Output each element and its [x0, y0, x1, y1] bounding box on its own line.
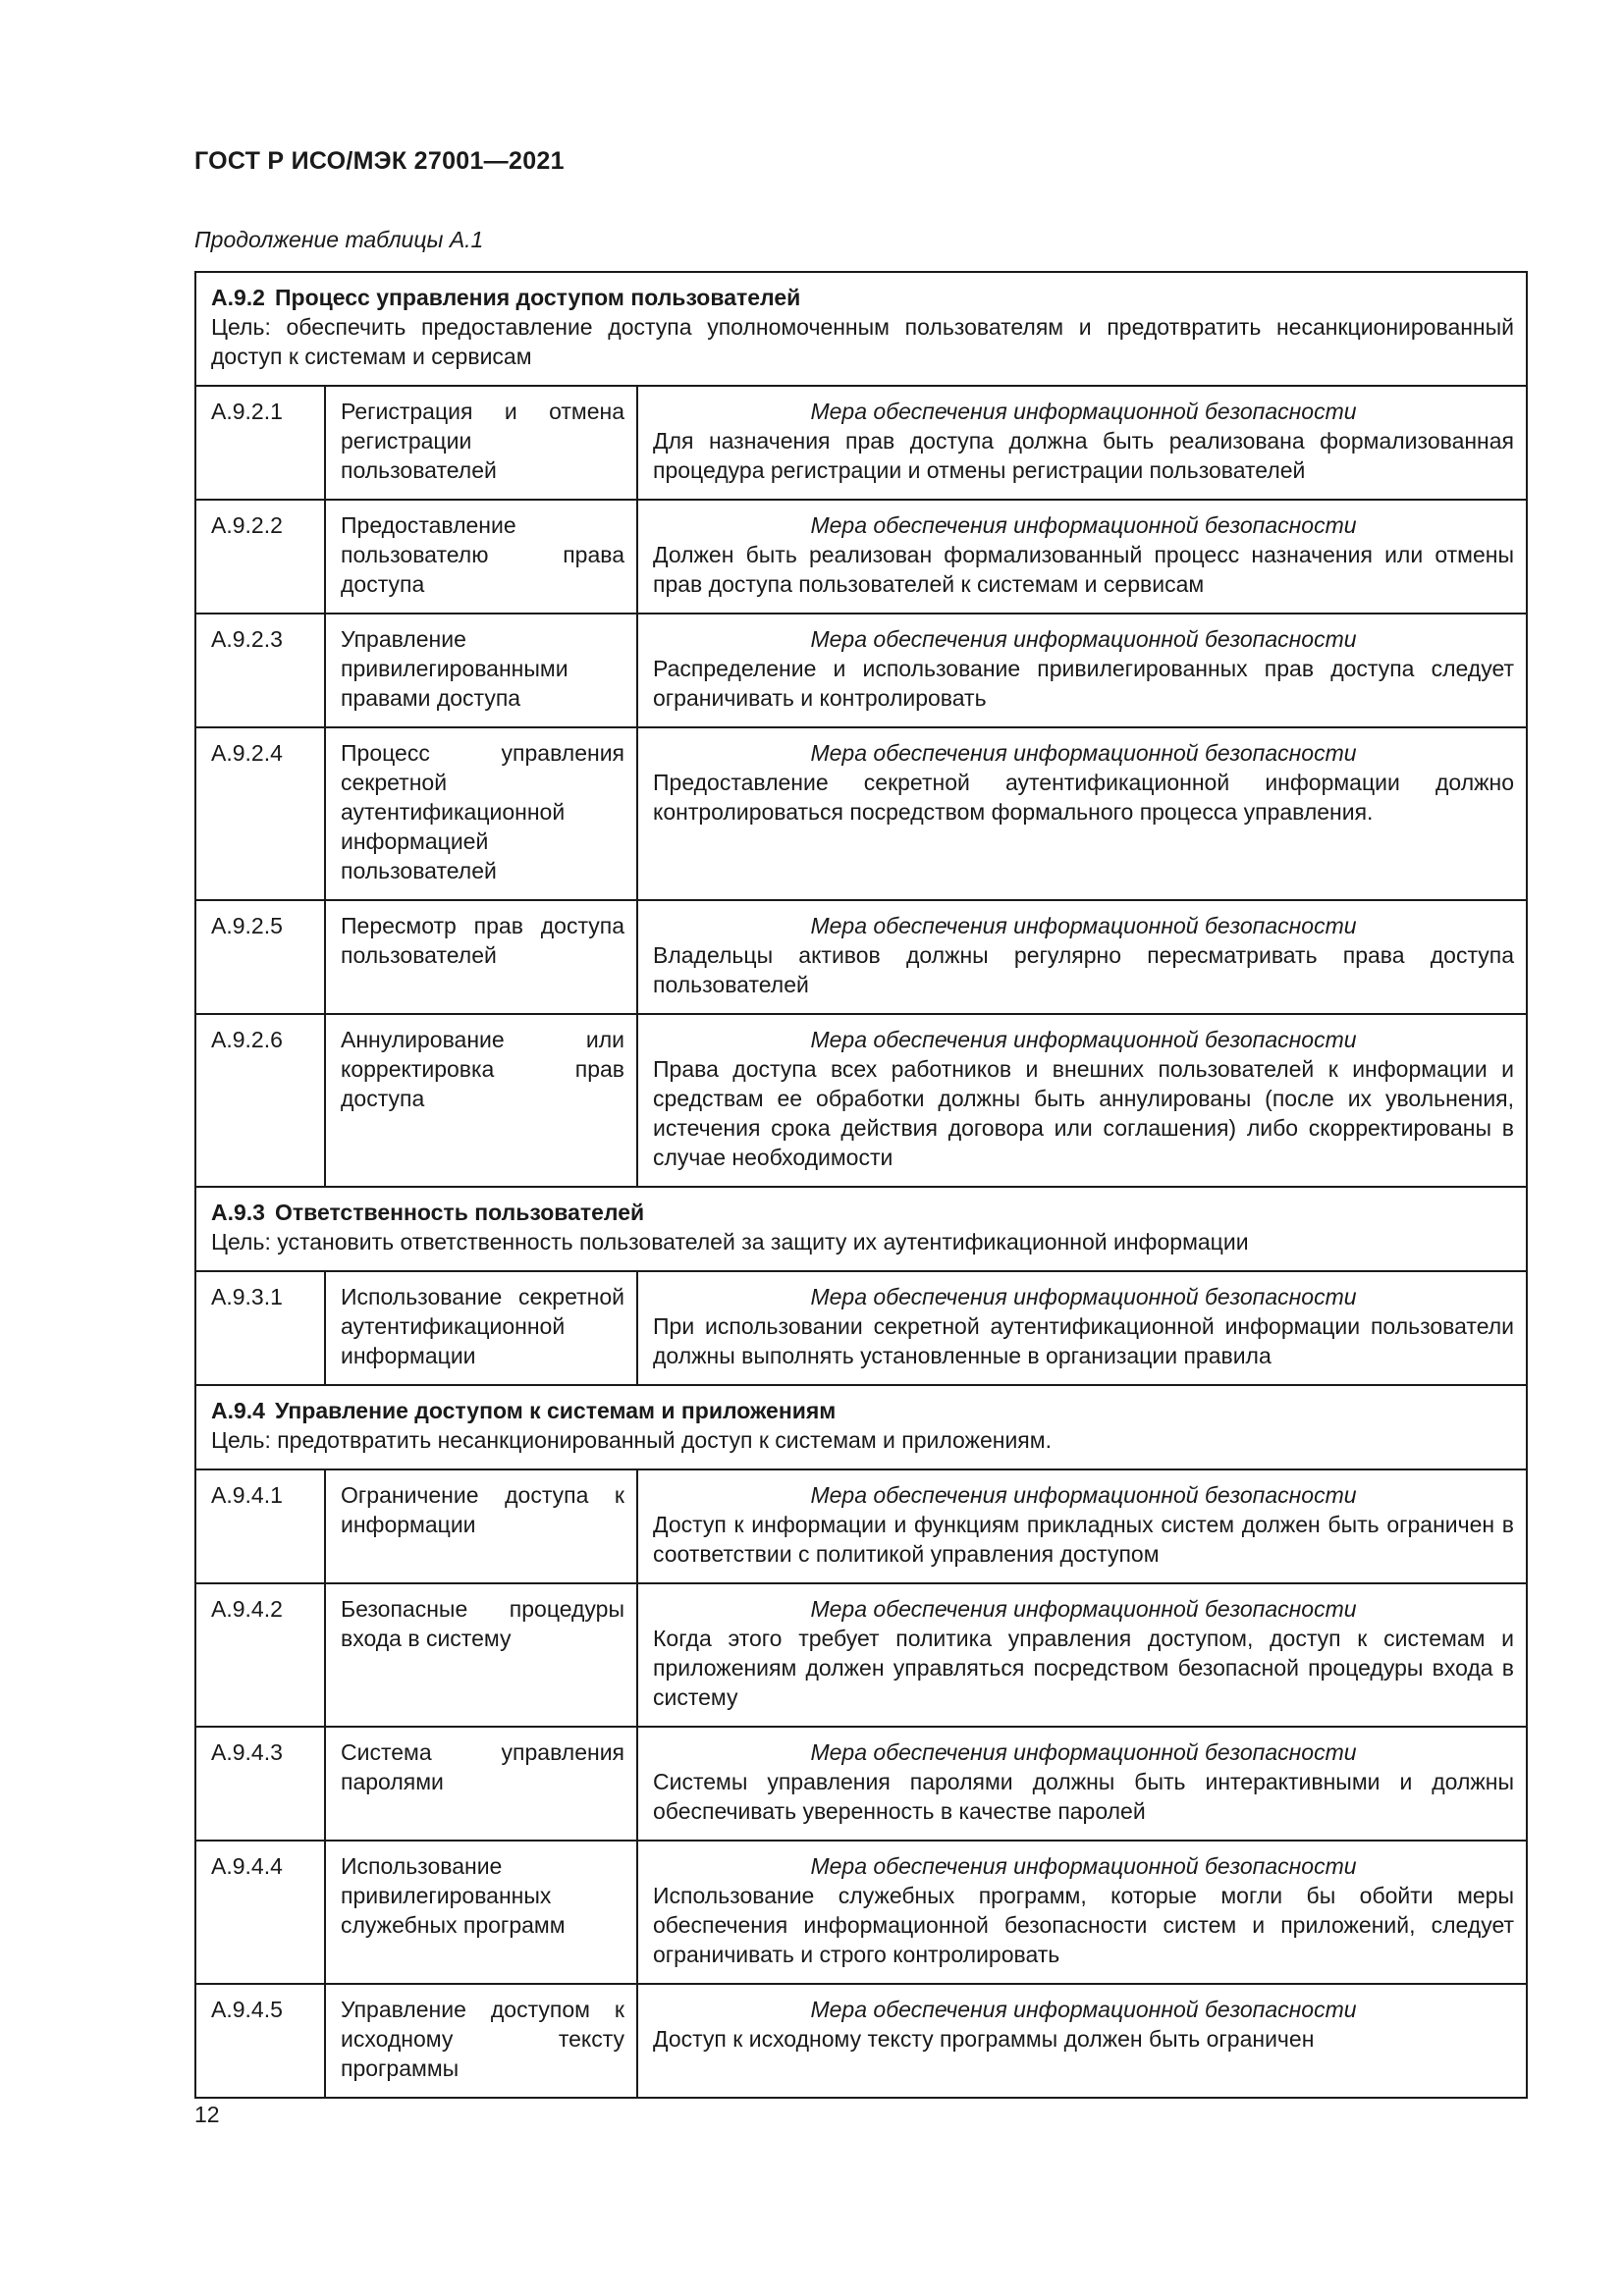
table-row	[195, 1014, 1527, 1187]
section-code: А.9.3	[211, 1200, 265, 1225]
table-row	[195, 727, 1527, 900]
control-id: А.9.4.3	[195, 1727, 325, 1841]
control-name: Ограничение доступа к информации	[325, 1469, 637, 1583]
section-header	[195, 1187, 1527, 1271]
control-text: Для назначения прав доступа должна быть реализована формализованная процедура регистрации и отмены регистрации пользователей	[653, 428, 1515, 483]
control-description	[637, 614, 1527, 727]
section-title-text: Ответственность пользователей	[274, 1200, 645, 1225]
control-id: А.9.4.2	[195, 1583, 325, 1727]
measure-label: Мера обеспечения информационной безопасности	[810, 1482, 1357, 1508]
control-name: Использование привилегированных служебных программ	[325, 1841, 637, 1984]
measure-label: Мера обеспечения информационной безопасности	[810, 740, 1357, 766]
control-id: А.9.2.4	[195, 727, 325, 900]
section-header	[195, 272, 1527, 386]
control-id: А.9.2.5	[195, 900, 325, 1014]
control-text: Доступ к информации и функциям прикладных систем должен быть ограничен в соответствии с политикой управления доступом	[653, 1512, 1515, 1567]
measure-label: Мера обеспечения информационной безопасности	[810, 512, 1357, 538]
section-code: А.9.2	[211, 285, 265, 310]
table-row	[195, 386, 1527, 500]
control-name: Предоставление пользователю права доступа	[325, 500, 637, 614]
control-text: При использовании секретной аутентификационной информации пользователи должны выполнять установленные в организации правила	[653, 1313, 1515, 1368]
control-name: Безопасные процедуры входа в систему	[325, 1583, 637, 1727]
control-text: Владельцы активов должны регулярно пересматривать права доступа пользователей	[653, 942, 1515, 997]
control-description	[637, 500, 1527, 614]
control-id: А.9.2.1	[195, 386, 325, 500]
control-text: Когда этого требует политика управления доступом, доступ к системам и приложениям должен управляться посредством безопасной процедуры входа в систему	[653, 1626, 1515, 1710]
measure-label: Мера обеспечения информационной безопасности	[810, 626, 1357, 652]
table-row	[195, 1583, 1527, 1727]
control-text: Должен быть реализован формализованный процесс назначения или отмены прав доступа пользователей к системам и сервисам	[653, 542, 1515, 597]
section-code: А.9.4	[211, 1398, 265, 1423]
page-number: 12	[194, 2102, 220, 2127]
controls-table	[194, 271, 1528, 2099]
control-text: Предоставление секретной аутентификационной информации должно контролироваться посредством формального процесса управления.	[653, 770, 1515, 825]
section-title-text: Управление доступом к системам и приложениям	[274, 1398, 837, 1423]
measure-label: Мера обеспечения информационной безопасности	[810, 1596, 1357, 1622]
table-row	[195, 900, 1527, 1014]
measure-label: Мера обеспечения информационной безопасности	[810, 1027, 1357, 1052]
control-description	[637, 386, 1527, 500]
table-row	[195, 1271, 1527, 1385]
control-description	[637, 1727, 1527, 1841]
section-goal: Цель: предотвратить несанкционированный доступ к системам и приложениям.	[211, 1427, 1052, 1453]
section-header-row	[195, 1385, 1527, 1469]
control-name: Использование секретной аутентификационной информации	[325, 1271, 637, 1385]
table-row	[195, 1727, 1527, 1841]
section-header-row	[195, 1187, 1527, 1271]
control-name: Управление доступом к исходному тексту программы	[325, 1984, 637, 2098]
table-row	[195, 500, 1527, 614]
control-description	[637, 1014, 1527, 1187]
control-text: Права доступа всех работников и внешних пользователей к информации и средствам ее обработки должны быть аннулированы (после их увольнения, истечения срока действия договора или соглашения) либо скорректированы в случае необходимости	[653, 1056, 1515, 1170]
control-id: А.9.4.1	[195, 1469, 325, 1583]
measure-label: Мера обеспечения информационной безопасности	[810, 399, 1357, 424]
control-name: Процесс управления секретной аутентификационной информацией пользователей	[325, 727, 637, 900]
measure-label: Мера обеспечения информационной безопасности	[810, 913, 1357, 938]
control-description	[637, 900, 1527, 1014]
measure-label: Мера обеспечения информационной безопасности	[810, 1284, 1357, 1309]
table-row	[195, 1984, 1527, 2098]
control-id: А.9.4.4	[195, 1841, 325, 1984]
control-id: А.9.3.1	[195, 1271, 325, 1385]
measure-label: Мера обеспечения информационной безопасности	[810, 1853, 1357, 1879]
control-name: Пересмотр прав доступа пользователей	[325, 900, 637, 1014]
section-header	[195, 1385, 1527, 1469]
section-title	[211, 1198, 1514, 1227]
control-name: Аннулирование или корректировка прав доступа	[325, 1014, 637, 1187]
control-text: Распределение и использование привилегированных прав доступа следует ограничивать и контролировать	[653, 656, 1515, 711]
control-text: Системы управления паролями должны быть интерактивными и должны обеспечивать уверенность в качестве паролей	[653, 1769, 1515, 1824]
control-text: Доступ к исходному тексту программы должен быть ограничен	[653, 2026, 1315, 2052]
control-name: Система управления паролями	[325, 1727, 637, 1841]
control-name: Управление привилегированными правами доступа	[325, 614, 637, 727]
control-description	[637, 1984, 1527, 2098]
control-id: А.9.2.3	[195, 614, 325, 727]
measure-label: Мера обеспечения информационной безопасности	[810, 1739, 1357, 1765]
section-goal: Цель: обеспечить предоставление доступа уполномоченным пользователям и предотвратить несанкционированный доступ к системам и сервисам	[211, 314, 1515, 369]
control-description	[637, 727, 1527, 900]
control-id: А.9.4.5	[195, 1984, 325, 2098]
section-title	[211, 283, 1514, 312]
section-goal: Цель: установить ответственность пользователей за защиту их аутентификационной информации	[211, 1229, 1249, 1255]
control-id: А.9.2.2	[195, 500, 325, 614]
control-description	[637, 1271, 1527, 1385]
table-row	[195, 1841, 1527, 1984]
control-id: А.9.2.6	[195, 1014, 325, 1187]
measure-label: Мера обеспечения информационной безопасности	[810, 1997, 1357, 2022]
control-text: Использование служебных программ, которые могли бы обойти меры обеспечения информационной безопасности систем и приложений, следует ограничивать и строго контролировать	[653, 1883, 1515, 1967]
table-row	[195, 614, 1527, 727]
control-name: Регистрация и отмена регистрации пользователей	[325, 386, 637, 500]
table-caption: Продолжение таблицы А.1	[194, 227, 484, 252]
control-description	[637, 1841, 1527, 1984]
document-header: ГОСТ Р ИСО/МЭК 27001—2021	[194, 147, 565, 175]
section-title-text: Процесс управления доступом пользователей	[274, 285, 801, 310]
section-title	[211, 1396, 1514, 1425]
control-description	[637, 1469, 1527, 1583]
control-description	[637, 1583, 1527, 1727]
table-row	[195, 1469, 1527, 1583]
section-header-row	[195, 272, 1527, 386]
